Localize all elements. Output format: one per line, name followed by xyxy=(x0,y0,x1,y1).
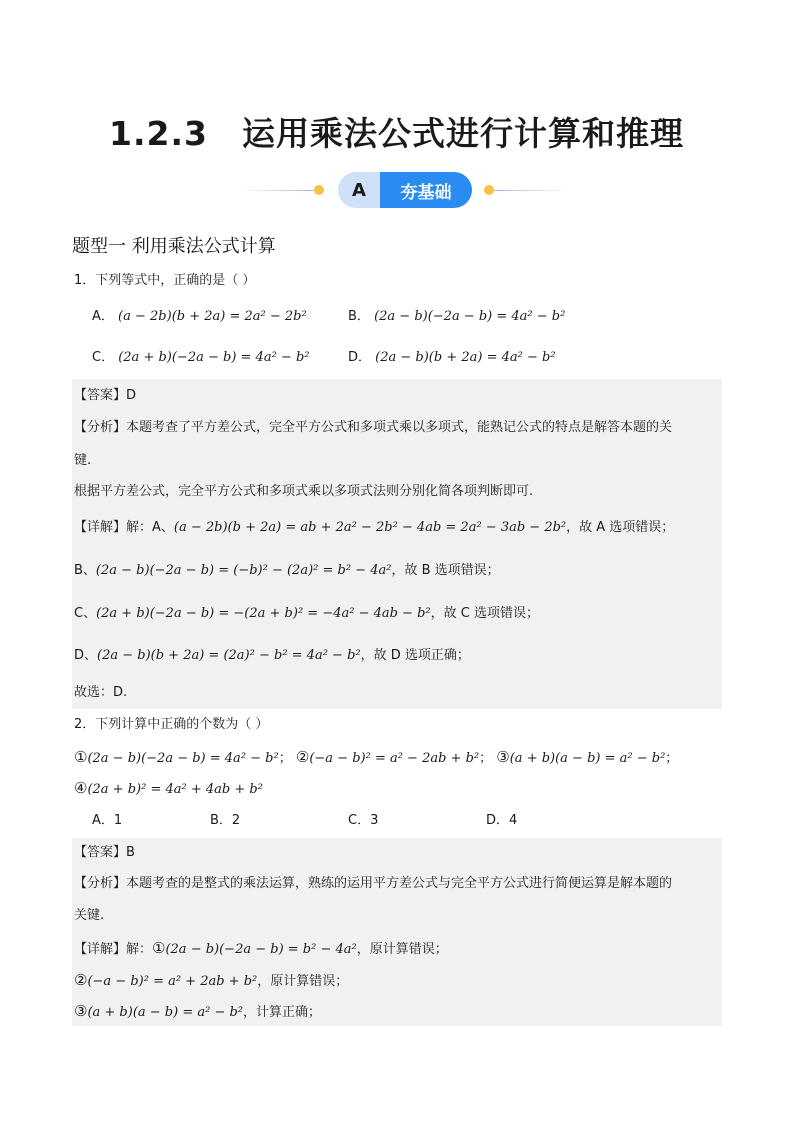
detail-suffix: ，原计算错误； xyxy=(257,974,349,989)
q1-option-d xyxy=(348,348,556,368)
item-1-mark: ① xyxy=(74,748,88,766)
a1-analysis-line-3: 根据平方差公式，完全平方公式和多项式乘以多项式法则分别化简各项判断即可. xyxy=(74,484,534,499)
a1-detail-d xyxy=(74,646,470,666)
item-4-mark: ④ xyxy=(74,779,88,797)
detail-expr: (2a + b)(−2a − b) = −(2a + b)² = −4a² − 4ab − b² xyxy=(96,606,431,621)
item-3-mark: ③ xyxy=(74,1002,88,1020)
detail-expr: (a − 2b)(b + 2a) = ab + 2a² − 2b² − 4ab = 2a² − 3ab − 2b² xyxy=(173,520,567,535)
a1-analysis-line-2: 键. xyxy=(74,453,92,468)
a1-conclusion: 故选：D. xyxy=(74,685,128,700)
divider-left xyxy=(240,190,315,191)
item-1-mark: ① xyxy=(152,939,166,957)
q2-option-b: B．2 xyxy=(210,813,241,828)
option-label: B． xyxy=(348,309,370,324)
item-3-expr: (a + b)(a − b) = a² − b² xyxy=(509,751,666,766)
q1-option-b xyxy=(348,307,565,327)
item-3-mark: ③ xyxy=(496,748,510,766)
section-heading: 题型一 利用乘法公式计算 xyxy=(72,236,276,257)
detail-expr: (−a − b)² = a² + 2ab + b² xyxy=(87,974,258,989)
detail-prefix: C、 xyxy=(74,606,97,621)
option-expr: (2a − b)(−2a − b) = 4a² − b² xyxy=(374,309,566,324)
q2-option-d: D．4 xyxy=(486,813,518,828)
detail-suffix: ，计算正确； xyxy=(243,1005,322,1020)
option-label: D． xyxy=(348,350,372,365)
option-label: A． xyxy=(92,309,114,324)
question-2-stem: 2．下列计算中正确的个数为（ ） xyxy=(74,717,269,732)
detail-expr: (2a − b)(b + 2a) = (2a)² − b² = 4a² − b² xyxy=(97,648,361,663)
q2-option-a: A．1 xyxy=(92,813,123,828)
a1-answer: 【答案】D xyxy=(74,388,137,403)
q2-items-row-2 xyxy=(74,778,263,800)
a2-analysis-line-2: 关键. xyxy=(74,908,105,923)
separator: ； xyxy=(278,751,292,766)
option-expr: (2a + b)(−2a − b) = 4a² − b² xyxy=(118,350,310,365)
detail-expr: (2a − b)(−2a − b) = b² − 4a² xyxy=(165,942,357,957)
detail-expr: (2a − b)(−2a − b) = (−b)² − (2a)² = b² − 4a² xyxy=(95,563,392,578)
level-badge-row xyxy=(0,172,793,208)
detail-prefix: D、 xyxy=(74,648,98,663)
detail-prefix: 【详解】解： xyxy=(74,942,153,957)
dot-right-icon xyxy=(484,185,494,195)
detail-expr: (a + b)(a − b) = a² − b² xyxy=(87,1005,244,1020)
a1-detail-c xyxy=(74,604,539,624)
a1-analysis-line-1: 【分析】本题考查了平方差公式，完全平方公式和多项式乘以多项式，能熟记公式的特点是解答本题的关 xyxy=(74,420,673,435)
option-label: C． xyxy=(92,350,115,365)
a2-detail-3 xyxy=(74,1001,321,1023)
a2-detail-2 xyxy=(74,970,348,992)
item-4-expr: (2a + b)² = 4a² + 4ab + b² xyxy=(87,782,263,797)
detail-suffix: ，故 A 选项错误； xyxy=(566,520,675,535)
item-2-mark: ② xyxy=(74,971,88,989)
item-2-expr: (−a − b)² = a² − 2ab + b² xyxy=(309,751,480,766)
detail-prefix: 【详解】解：A、 xyxy=(74,520,174,535)
a2-analysis-line-1: 【分析】本题考查的是整式的乘法运算，熟练的运用平方差公式与完全平方公式进行简便运算是解本题的 xyxy=(74,876,673,891)
detail-suffix: ，故 D 选项正确； xyxy=(360,648,470,663)
answer-2-box xyxy=(72,838,722,1026)
item-2-mark: ② xyxy=(295,748,310,766)
detail-suffix: ，故 C 选项错误； xyxy=(430,606,539,621)
a1-detail-a xyxy=(74,518,674,538)
badge-letter: A xyxy=(338,172,380,208)
option-expr: (a − 2b)(b + 2a) = 2a² − 2b² xyxy=(118,309,307,324)
divider-right xyxy=(494,190,569,191)
detail-suffix: ，故 B 选项错误； xyxy=(391,563,500,578)
badge-label: 夯基础 xyxy=(380,172,472,208)
dot-left-icon xyxy=(314,185,324,195)
page-title: 1.2.3 运用乘法公式进行计算和推理 xyxy=(109,114,684,153)
separator: ； xyxy=(665,751,679,766)
q2-option-c: C．3 xyxy=(348,813,379,828)
question-1-stem: 1．下列等式中，正确的是（ ） xyxy=(74,273,256,288)
a2-detail-1 xyxy=(74,938,448,960)
a2-answer: 【答案】B xyxy=(74,845,135,860)
separator: ； xyxy=(479,751,493,766)
detail-suffix: ，原计算错误； xyxy=(356,942,448,957)
q1-option-c xyxy=(92,348,309,368)
level-badge xyxy=(338,172,472,208)
q1-option-a xyxy=(92,307,307,327)
item-1-expr: (2a − b)(−2a − b) = 4a² − b² xyxy=(87,751,279,766)
detail-prefix: B、 xyxy=(74,563,96,578)
a1-detail-b xyxy=(74,561,500,581)
q2-items-row-1 xyxy=(74,747,678,769)
option-expr: (2a − b)(b + 2a) = 4a² − b² xyxy=(375,350,556,365)
